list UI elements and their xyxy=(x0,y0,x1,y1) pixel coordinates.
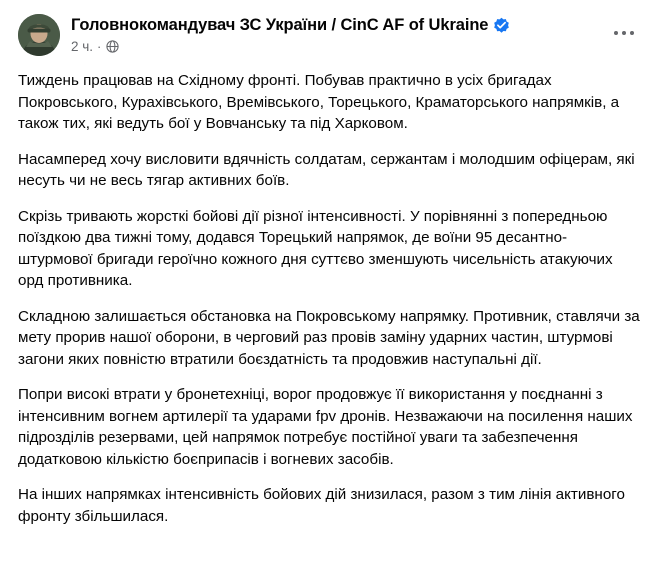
post-paragraph: Складною залишається обстановка на Покровському напрямку. Противник, ставлячи за мету прорив нашої оборони, в черговий раз провів заміну ударних частин, штурмові загони яких повністю втратили боєздатність та продовжив наступальні дії. xyxy=(18,307,640,368)
avatar[interactable] xyxy=(18,14,60,56)
post-paragraph: Попри високі втрати у бронетехніці, ворог продовжує її використання у поєднанні з інтенсивним вогнем артилерії та ударами fpv дронів. Незважаючи на посилення наших підрозділів резервами, цей напрямок потребує постійної уваги та забезпечення додатковою кількістю боєприпасів і вогневих засобів. xyxy=(18,386,633,468)
author-name-row xyxy=(71,15,641,35)
author-info xyxy=(71,14,641,54)
post-paragraph: Тиждень працював на Східному фронті. Побував практично в усіх бригадах Покровського, Курахівського, Времівського, Торецького, Краматорського напрямків, а також тих, які ведуть бої у Вовчанську та під Харковом. xyxy=(18,72,620,132)
post-text xyxy=(18,70,641,527)
meta-separator: · xyxy=(97,39,102,54)
post-paragraph: На інших напрямках інтенсивність бойових дій знизилася, разом з тим лінія активного фронту збільшилася. xyxy=(18,486,625,525)
verified-badge-icon xyxy=(493,17,510,34)
post-meta xyxy=(71,39,641,54)
dot xyxy=(630,31,634,35)
page-name[interactable]: Головнокомандувач ЗС України / CinC AF of Ukraine xyxy=(71,16,489,34)
more-options-icon[interactable] xyxy=(607,20,641,46)
post-paragraph: Скрізь тривають жорсткі бойові дії різної інтенсивності. У порівнянні з попередньою поїздкою два тижні тому, додався Торецький напрямок, де воїни 95 десантно-штурмової бригади героїчно кожного дня суттєво зменшують чисельність атакуючих орд противника. xyxy=(18,207,613,289)
post-paragraph: Насамперед хочу висловити вдячність солдатам, сержантам і молодшим офіцерам, які несуть чи не весь тягар активних боїв. xyxy=(18,150,635,189)
post-timestamp[interactable]: 2 ч. xyxy=(71,39,94,54)
globe-icon[interactable] xyxy=(106,40,119,53)
dot xyxy=(614,31,618,35)
post-header xyxy=(18,14,641,56)
dot xyxy=(622,31,626,35)
